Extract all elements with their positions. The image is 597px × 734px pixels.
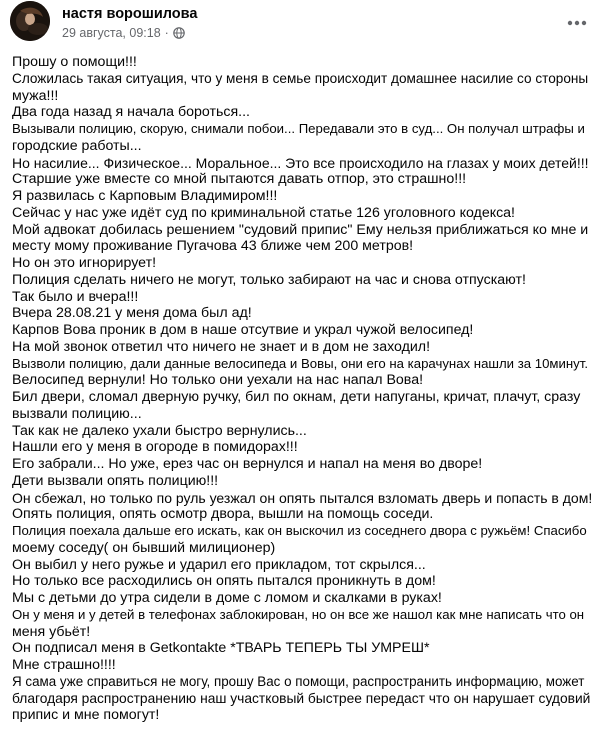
post-text-line: Полиция сделать ничего не могут, только забирают на час и снова отпускают! xyxy=(12,271,526,288)
post-text-line: вызвали полицию... xyxy=(12,405,142,422)
post-text-line: Велосипед вернули! Но только они уехали на нас напал Вова! xyxy=(12,372,424,389)
post-text-line: Вызывали полицию, скорую, снимали побои... Передавали это в суд... Он получал штрафы и xyxy=(12,121,585,136)
post-text-line: Он у меня и у детей в телефонах заблокирован, но он все же нашол как мне написать что он xyxy=(12,606,585,622)
post-text-line: На мой звонок ответил что ничего не знает и в дом не заходил! xyxy=(12,338,431,355)
post-text-line: Прошу о помощи!!! xyxy=(12,54,137,70)
post-text-line: мужа!!! xyxy=(12,87,59,104)
post-text-line: благодаря распространению наш участковый быстрее передаст что он нарушает судовий xyxy=(12,690,591,706)
post-text-line: меня убьёт! xyxy=(12,623,91,640)
post-text-line: месту мому проживание Пугачова 43 ближе чем 200 метров! xyxy=(12,238,414,255)
post-text-line: Так как не далеко ухали быстро вернулись... xyxy=(12,422,307,439)
post-meta xyxy=(62,26,185,40)
more-options-button[interactable] xyxy=(562,8,592,38)
post-body-text xyxy=(12,54,592,724)
post-text-line: Сейчас у нас уже идёт суд по криминальной статье 126 уголовного кодекса! xyxy=(12,204,515,221)
post-text-line: Он подписал меня в Getkontakte *ТВАРЬ ТЕПЕРЬ ТЫ УМРЕШ* xyxy=(12,640,430,657)
post-date[interactable]: 29 августа, 09:18 xyxy=(62,26,161,40)
post-header xyxy=(0,0,597,44)
post-text-line: Он выбил у него ружье и ударил его прикладом, тот скрылся... xyxy=(12,556,426,573)
post-text-line: Нашли его у меня в огороде в помидорах!!! xyxy=(12,439,298,456)
post-text-line: Дети вызвали опять полицию!!! xyxy=(12,472,219,489)
post-text-line: Сложилась такая ситуация, что у меня в семье происходит домашнее насилие со стороны xyxy=(12,70,589,86)
post-text-line: Я развилась с Карповым Владимиром!!! xyxy=(12,188,278,204)
meta-separator: · xyxy=(164,26,169,40)
post-text-line: моему соседу( он бывший милиционер) xyxy=(12,539,276,556)
post-text-line: Вчера 28.08.21 у меня дома был ад! xyxy=(12,305,252,322)
author-name[interactable]: настя ворошилова xyxy=(62,6,198,22)
post-text-line: Но насилие... Физическое... Моральное... Это все происходило на глазах у моих детей!!! xyxy=(12,154,589,171)
post-text-line: Мой адвокат добилась решением "судовий припис" Ему нельзя приближаться ко мне и xyxy=(12,221,589,238)
post-text-line: припис и мне помогут! xyxy=(12,707,160,724)
post-text-line: Так было и вчера!!! xyxy=(12,288,139,305)
post-text-line: городские работы... xyxy=(12,137,142,154)
more-horizontal-icon xyxy=(567,20,587,26)
globe-icon xyxy=(173,27,185,39)
post-text-line: Карпов Вова проник в дом в наше отсутвие и украл чужой велосипед! xyxy=(12,322,474,338)
author-avatar[interactable] xyxy=(10,1,50,41)
post-text-line: Но только все расходились он опять пытался проникнуть в дом! xyxy=(12,573,436,590)
post-text-line: Два года назад я начала бороться... xyxy=(12,104,250,121)
avatar-image xyxy=(10,1,50,41)
post-text-line: Вызволи полицию, дали данные велосипеда и Вовы, они его на карачунах нашли за 10минут. xyxy=(12,355,588,371)
post-text-line: Бил двери, сломал дверную ручку, бил по окнам, дети напуганы, кричат, плачут, сразу xyxy=(12,389,581,405)
post-text-line: Он сбежал, но только по руль уезжал он опять пытался взломать дверь и попасть в дом! xyxy=(12,489,593,506)
post-text-line: Мне страшно!!!! xyxy=(12,657,116,673)
post-text-line: Но он это игнорирует! xyxy=(12,255,157,271)
post-text-line: Мы с детьми до утра сидели в доме с ломом и скалками в руках! xyxy=(12,590,442,606)
post-text-line: Я сама уже справиться не могу, прошу Вас о помощи, распространить информацию, может xyxy=(12,673,585,689)
post-text-line: Полиция поехала дальше его искать, как он выскочил из соседнего двора с ружьём! Спасибо xyxy=(12,523,587,538)
post-text-line: Его забрали... Но уже, ерез час он вернулся и напал на меня во дворе! xyxy=(12,456,483,472)
post-text-line: Опять полиция, опять осмотр двора, вышли на помощь соседи. xyxy=(12,506,434,523)
post-text-line: Старшие уже вместе со мной пытаются давать отпор, это страшно!!! xyxy=(12,171,467,188)
